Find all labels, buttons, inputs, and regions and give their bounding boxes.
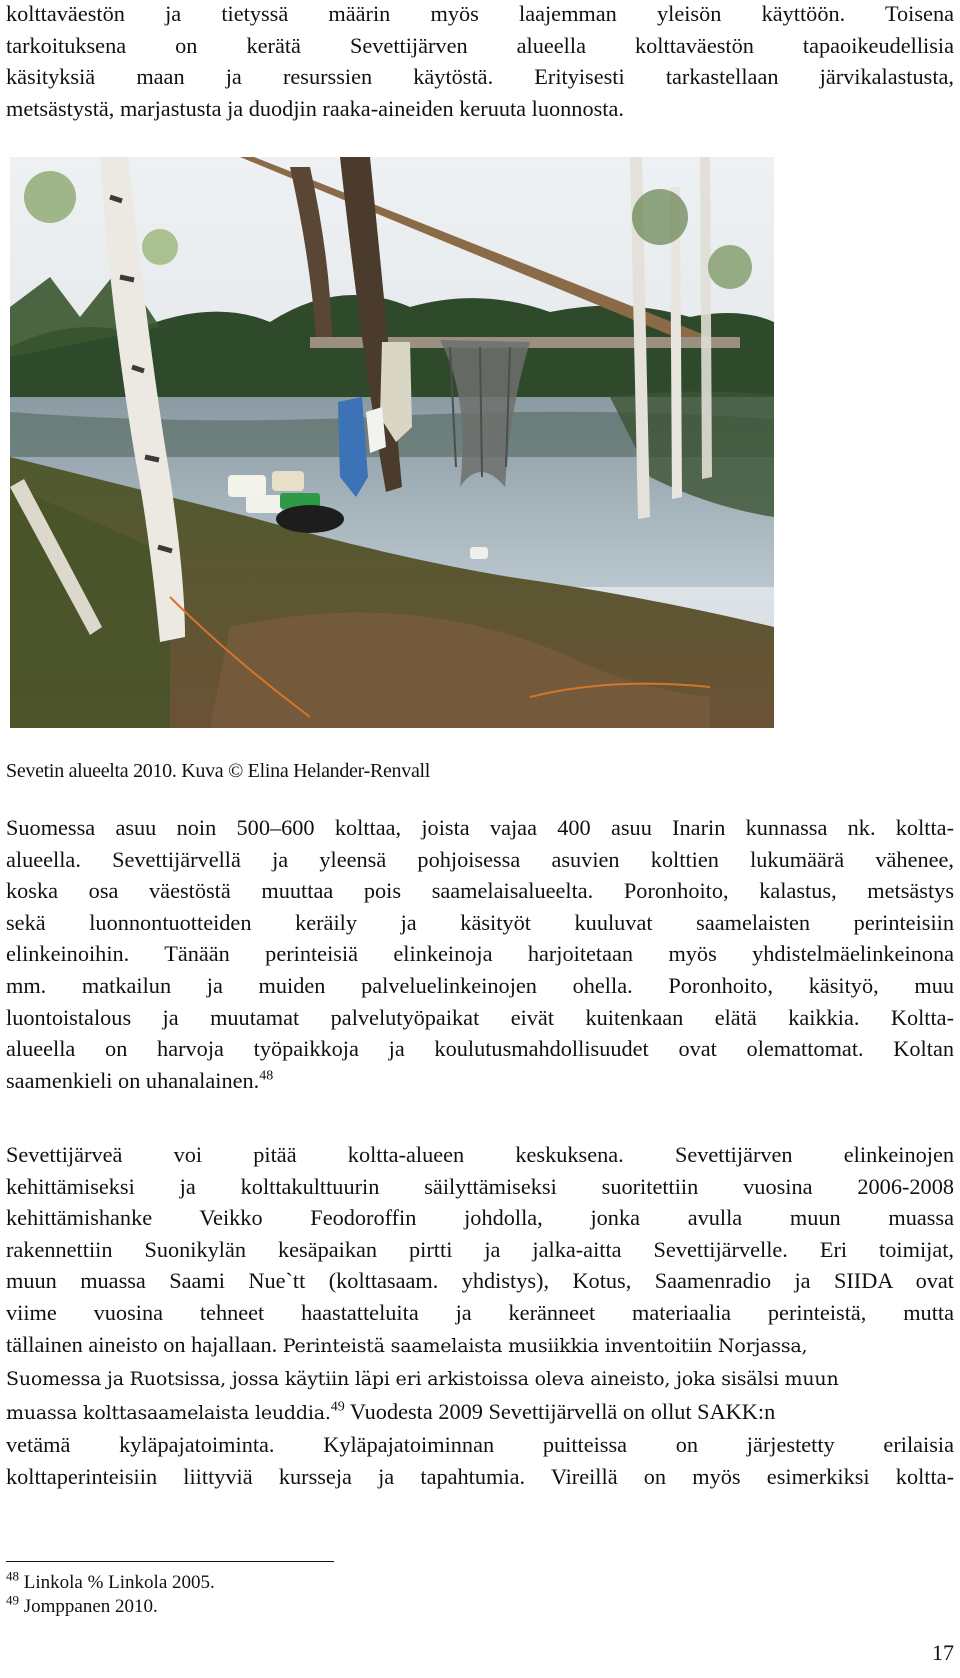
text-line: muun muassa Saami Nue`tt (kolttasaam. yhdistys), Kotus, Saamenradio ja SIIDA ovat — [6, 1268, 954, 1294]
footnote-49 — [6, 1592, 158, 1619]
text-line: kolttaperinteisiin liittyviä kursseja ja tapahtumia. Vireillä on myös esimerkiksi koltta- — [6, 1463, 954, 1489]
paragraph-2 — [6, 812, 954, 1096]
text-line: koska osa väestöstä muuttaa pois saamelaisalueelta. Poronhoito, kalastus, metsästys — [6, 878, 954, 904]
footnote-48 — [6, 1568, 215, 1595]
text-fragment: Vuodesta 2009 Sevettijärvellä on ollut SAKK:n — [349, 1398, 776, 1424]
text-line: rakennettiin Suonikylän kesäpaikan pirtti ja jalka-aitta Sevettijärvelle. Eri toimijat, — [6, 1236, 954, 1262]
photo-caption: Sevetin alueelta 2010. Kuva © Elina Helander-Renvall — [6, 760, 431, 782]
footnote-text: Linkola % Linkola 2005. — [23, 1572, 215, 1593]
text-line: Suomessa asuu noin 500–600 kolttaa, joista vajaa 400 asuu Inarin kunnassa nk. koltta- — [6, 815, 954, 840]
text-line — [6, 1329, 954, 1363]
text-line: elinkeinoihin. Tänään perinteisiä elinkeinoja harjoitetaan myös yhdistelmäelinkeinona — [6, 941, 954, 967]
lakeside-photo — [10, 157, 774, 728]
text-line: käsityksiä maan ja resurssien käytöstä. Erityisesti tarkastellaan järvikalastusta, — [6, 64, 954, 90]
text-line: Sevettijärveä voi pitää koltta-alueen keskuksena. Sevettijärven elinkeinojen — [6, 1142, 954, 1167]
footnote-divider — [6, 1561, 334, 1562]
footnote-reference[interactable]: 48 — [259, 1068, 274, 1084]
page-number: 17 — [932, 1640, 954, 1665]
footnote-number: 48 — [6, 1568, 19, 1584]
quoted-text: muassa kolttasaamelaista leuddia. — [6, 1401, 331, 1424]
footnote-text: Jomppanen 2010. — [23, 1596, 158, 1617]
text-line: alueella on harvoja työpaikkoja ja koulutusmahdollisuudet ovat olemattomat. Koltan — [6, 1036, 954, 1062]
text-line: sekä luonnontuotteiden keräily ja käsityöt kuuluvat saamelaisten perinteisiin — [6, 909, 954, 935]
text-line: luontoistalous ja muutamat palvelutyöpaikat eivät kuitenkaan elätä kaikkia. Koltta- — [6, 1004, 954, 1030]
text-line: kolttaväestön ja tietyssä määrin myös laajemman yleisön käyttöön. Toisena — [6, 1, 954, 26]
text-line: alueella. Sevettijärvellä ja yleensä pohjoisessa asuvien kolttien lukumäärä vähenee, — [6, 846, 954, 872]
text-fragment: tällainen aineisto on hajallaan. — [6, 1331, 278, 1357]
text-line — [6, 1396, 954, 1430]
text-line: tarkoituksena on kerätä Sevettijärven alueella kolttaväestön tapaoikeudellisia — [6, 32, 954, 58]
text-line — [6, 1362, 954, 1396]
text-line: kehittämiseksi ja kolttakulttuurin säilyttämiseksi suoritettiin vuosina 2006-2008 — [6, 1173, 954, 1199]
quoted-text: Suomessa ja Ruotsissa, jossa käytiin läpi eri arkistoissa oleva aineisto, joka sisälsi muun — [6, 1368, 839, 1391]
footnote-number: 49 — [6, 1592, 19, 1608]
text-line: mm. matkailun ja muiden palveluelinkeinojen ohella. Poronhoito, käsityö, muu — [6, 972, 954, 998]
text-line: metsästystä, marjastusta ja duodjin raaka-aineiden keruuta luonnosta. — [6, 95, 624, 121]
quoted-text: Perinteistä saamelaista musiikkia inventoitiin Norjassa, — [282, 1334, 808, 1357]
text-fragment: saamenkieli on uhanalainen. — [6, 1067, 260, 1093]
text-line — [6, 1065, 954, 1097]
text-line: vetämä kyläpajatoiminta. Kyläpajatoiminnan puitteissa on järjestetty erilaisia — [6, 1432, 954, 1458]
text-line: viime vuosina tehneet haastatteluita ja keränneet materiaalia perinteistä, mutta — [6, 1299, 954, 1325]
paragraph-3 — [6, 1139, 954, 1493]
intro-paragraph — [6, 0, 954, 124]
text-line: kehittämishanke Veikko Feodoroffin johdolla, jonka avulla muun muassa — [6, 1205, 954, 1231]
footnote-reference[interactable]: 49 — [330, 1399, 345, 1415]
